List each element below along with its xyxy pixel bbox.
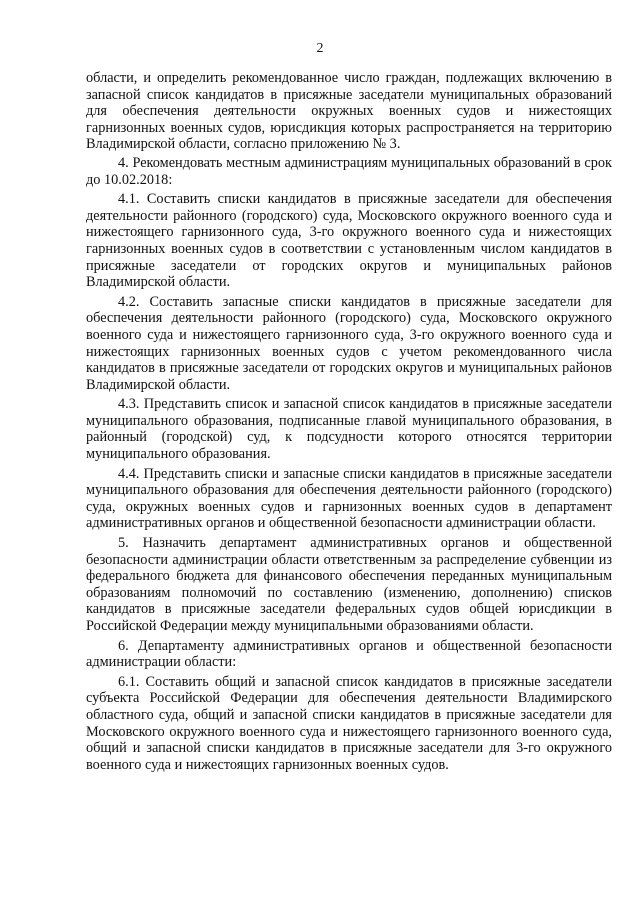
paragraph-item-4-3: 4.3. Представить список и запасной список кандидатов в присяжные заседатели муниципального образования, подписанные главой муниципального образования, в районный (городской) суд, к подсудности которого относятся территории муниципального образования. bbox=[86, 396, 612, 463]
paragraph-item-4-4: 4.4. Представить списки и запасные списки кандидатов в присяжные заседатели муниципального образования для обеспечения деятельности районного (городского) суда, окружных военных судов и гарнизонных военных судов в департамент административных органов и общественной безопасности администрации области. bbox=[86, 465, 612, 532]
paragraph-item-5: 5. Назначить департамент административных органов и общественной безопасности администрации области ответственным за распределение субвенции из федерального бюджета для финансового обеспечения переданных муниципальным образованиям полномочий по составлению (изменению, дополнению) списков кандидатов в присяжные заседатели федеральных судов общей юрисдикции в Российской Федерации между муниципальными образованиями области. bbox=[86, 535, 612, 634]
paragraph-item-6: 6. Департаменту административных органов и общественной безопасности администрации области: bbox=[86, 637, 612, 671]
paragraph-continuation: области, и определить рекомендованное число граждан, подлежащих включению в запасной список кандидатов в присяжные заседатели муниципальных образований для обеспечения деятельности окружных военных судов и нижестоящих гарнизонных военных судов, юрисдикция которых распространяется на территорию Владимирской области, согласно приложению № 3. bbox=[86, 70, 612, 153]
paragraph-item-4-1: 4.1. Составить списки кандидатов в присяжные заседатели для обеспечения деятельности районного (городского) суда, Московского окружного военного суда и нижестоящего гарнизонного суда, 3-го окружного военного суда и нижестоящих гарнизонных военных судов в соответствии с установленным числом кандидатов в присяжные заседатели от городских округов и муниципальных районов Владимирской области. bbox=[86, 191, 612, 291]
page-number: 2 bbox=[316, 41, 324, 56]
paragraph-item-4: 4. Рекомендовать местным администрациям муниципальных образований в срок до 10.02.2018: bbox=[86, 154, 612, 188]
paragraph-item-6-1: 6.1. Составить общий и запасной список кандидатов в присяжные заседатели субъекта Российской Федерации для обеспечения деятельности Владимирского областного суда, общий и запасной списки кандидатов в присяжные заседатели для Московского окружного военного суда и нижестоящего гарнизонного военного суда, общий и запасной списки кандидатов в присяжные заседатели для 3-го окружного военного суда и нижестоящих гарнизонных военных судов. bbox=[86, 673, 612, 773]
document-body bbox=[86, 70, 612, 773]
paragraph-item-4-2: 4.2. Составить запасные списки кандидатов в присяжные заседатели для обеспечения деятельности районного (городского) суда, Московского окружного военного суда и нижестоящего гарнизонного суда, 3-го окружного военного суда и нижестоящих гарнизонных военных судов с учетом рекомендованного числа кандидатов в присяжные заседатели от городских округов и муниципальных районов Владимирской области. bbox=[86, 293, 612, 393]
